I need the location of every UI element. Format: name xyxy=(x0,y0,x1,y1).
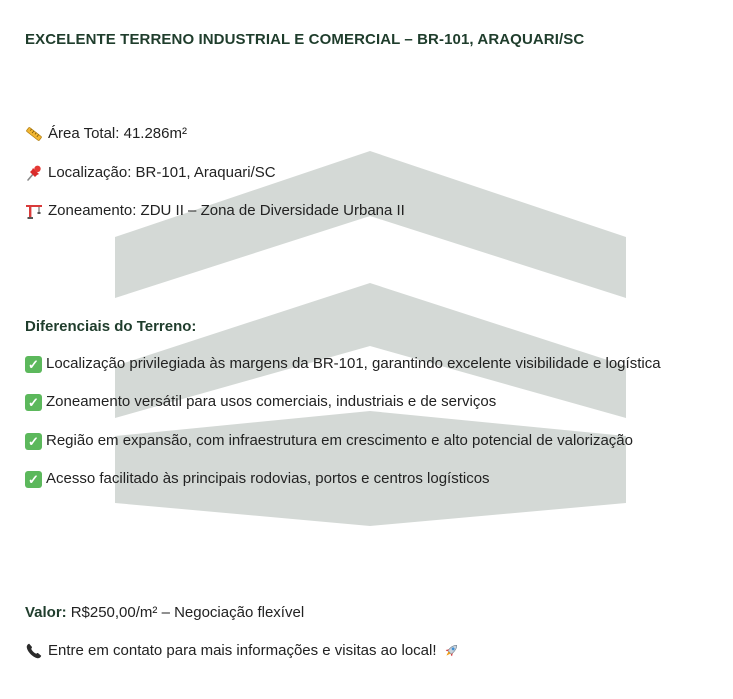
telephone-icon xyxy=(25,642,43,660)
differentials-heading: Diferenciais do Terreno: xyxy=(25,318,197,335)
list-item-text: Zoneamento versátil para usos comerciais, industriais e de serviços xyxy=(46,393,497,410)
list-item-text: Região em expansão, com infraestrutura em crescimento e alto potencial de valorização xyxy=(46,432,633,449)
list-item-text: Localização privilegiada às margens da BR-101, garantindo excelente visibilidade e logística xyxy=(46,355,661,372)
contact-text: Entre em contato para mais informações e visitas ao local! xyxy=(48,642,437,659)
list-item xyxy=(25,470,490,488)
check-mark-icon: ✓ xyxy=(25,356,42,373)
list-item xyxy=(25,432,633,450)
price-value: R$250,00/m² – Negociação flexível xyxy=(70,604,305,621)
fact-zoning xyxy=(25,202,405,220)
pushpin-icon xyxy=(25,164,43,182)
fact-area-text: Área Total: 41.286m² xyxy=(48,125,187,142)
list-item xyxy=(25,355,661,373)
price-line xyxy=(25,604,304,622)
watermark-chevron-bottom xyxy=(115,411,626,526)
fact-zoning-text: Zoneamento: ZDU II – Zona de Diversidade Urbana II xyxy=(48,202,405,219)
rocket-icon xyxy=(442,642,460,660)
fact-area xyxy=(25,125,187,143)
price-label: Valor: xyxy=(25,604,67,621)
fact-location xyxy=(25,164,276,182)
list-item-text: Acesso facilitado às principais rodovias, portos e centros logísticos xyxy=(46,470,490,487)
ruler-icon xyxy=(25,125,43,143)
check-mark-icon: ✓ xyxy=(25,471,42,488)
page-title: EXCELENTE TERRENO INDUSTRIAL E COMERCIAL – BR-101, ARAQUARI/SC xyxy=(25,31,585,48)
check-mark-icon: ✓ xyxy=(25,394,42,411)
check-mark-icon: ✓ xyxy=(25,433,42,450)
crane-icon xyxy=(25,202,43,220)
list-item xyxy=(25,393,496,411)
contact-line xyxy=(25,642,465,660)
fact-location-text: Localização: BR-101, Araquari/SC xyxy=(48,164,276,181)
